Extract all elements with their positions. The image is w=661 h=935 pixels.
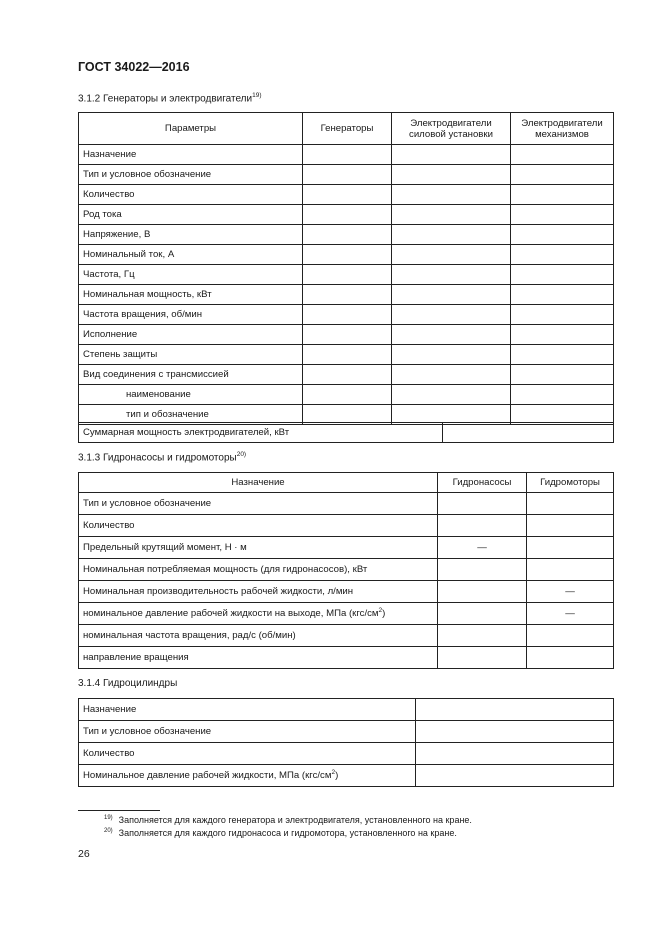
cell-empty [303, 165, 392, 185]
cell-empty [303, 245, 392, 265]
row-label: Количество [79, 743, 416, 765]
row-label: Частота вращения, об/мин [79, 305, 303, 325]
row-label: Тип и условное обозначение [79, 493, 438, 515]
row-label-indented: наименование [79, 385, 303, 405]
cell-empty [303, 185, 392, 205]
document-code: ГОСТ 34022—2016 [78, 60, 190, 74]
table-row [79, 515, 614, 537]
cell-empty [303, 265, 392, 285]
table-row [79, 603, 614, 625]
table-row [79, 537, 614, 559]
row-label: Номинальная производительность рабочей жидкости, л/мин [79, 581, 438, 603]
table-row [79, 385, 614, 405]
row-label: номинальная частота вращения, рад/с (об/мин) [79, 625, 438, 647]
motor-cell [527, 493, 614, 515]
row-label: номинальное давление рабочей жидкости на выходе, МПа $(кгс/см^2)$ [79, 603, 438, 625]
cell-empty [392, 365, 511, 385]
pumps-motors-table [78, 472, 614, 669]
cell-empty [511, 305, 614, 325]
row-label: Номинальное давление рабочей жидкости, МПа $(кгс/см^2)$ [79, 765, 416, 787]
cell-empty [511, 265, 614, 285]
page-number: 26 [78, 848, 90, 860]
table-row [79, 325, 614, 345]
cell-empty [443, 423, 614, 443]
pump-cell [438, 603, 527, 625]
cell-empty [511, 325, 614, 345]
cell-empty [392, 165, 511, 185]
row-label: Степень защиты [79, 345, 303, 365]
table-row [79, 205, 614, 225]
row-label: Назначение [79, 145, 303, 165]
table-row [79, 743, 614, 765]
cell-empty [392, 185, 511, 205]
row-label: Предельный крутящий момент, Н · м [79, 537, 438, 559]
row-label: Номинальная мощность, кВт [79, 285, 303, 305]
table-row [79, 165, 614, 185]
cell-empty [416, 765, 614, 787]
table-row [79, 493, 614, 515]
cell-empty [303, 205, 392, 225]
pump-cell [438, 647, 527, 669]
section-3-1-2-title: 3.1.2 Генераторы и электродвигатели$^{19)}$ [78, 92, 262, 105]
cell-empty [303, 325, 392, 345]
row-label: Тип и условное обозначение [79, 721, 416, 743]
table-row [79, 345, 614, 365]
section-3-1-4-title: 3.1.4 Гидроцилиндры [78, 678, 178, 689]
cell-empty [303, 285, 392, 305]
cell-empty [392, 305, 511, 325]
cell-empty [392, 205, 511, 225]
pump-cell [438, 581, 527, 603]
table-row [79, 265, 614, 285]
table-row [79, 145, 614, 165]
row-label: Исполнение [79, 325, 303, 345]
cell-empty [392, 145, 511, 165]
cell-empty [303, 145, 392, 165]
cell-empty [392, 285, 511, 305]
cell-empty [511, 145, 614, 165]
table-row [79, 699, 614, 721]
table-row [79, 305, 614, 325]
table-row [79, 765, 614, 787]
col-header-pumps: Гидронасосы [438, 473, 527, 493]
table-row [79, 559, 614, 581]
cell-empty [511, 285, 614, 305]
cell-empty [416, 743, 614, 765]
cell-empty [416, 699, 614, 721]
footnote-19: $^{19)}$ Заполняется для каждого генератора и электродвигателя, установленного на кране. [104, 815, 472, 825]
pump-cell [438, 559, 527, 581]
cell-empty [392, 245, 511, 265]
motor-cell [527, 515, 614, 537]
cell-empty [392, 265, 511, 285]
row-label: Количество [79, 515, 438, 537]
cell-empty [303, 345, 392, 365]
cell-empty [303, 305, 392, 325]
cell-empty [392, 225, 511, 245]
row-label: направление вращения [79, 647, 438, 669]
cell-empty [511, 385, 614, 405]
cell-empty [511, 245, 614, 265]
col-header-mechanism-motors: Электродвигатели механизмов [511, 113, 614, 145]
motor-cell [527, 559, 614, 581]
col-header-purpose: Назначение [79, 473, 438, 493]
table-row [79, 581, 614, 603]
cell-empty [416, 721, 614, 743]
table-row [79, 721, 614, 743]
table-row [79, 285, 614, 305]
cell-empty [392, 385, 511, 405]
table-row [79, 245, 614, 265]
cell-empty [392, 345, 511, 365]
motor-cell [527, 625, 614, 647]
cylinders-table [78, 698, 614, 787]
cell-empty [511, 225, 614, 245]
col-header-motors: Гидромоторы [527, 473, 614, 493]
table-row [79, 625, 614, 647]
row-label: Номинальный ток, А [79, 245, 303, 265]
section-3-1-3-title: 3.1.3 Гидронасосы и гидромоторы$^{20)}$ [78, 451, 247, 464]
table-row [79, 225, 614, 245]
col-header-parameters: Параметры [79, 113, 303, 145]
footnote-separator [78, 810, 160, 811]
pump-cell [438, 625, 527, 647]
cell-empty [511, 185, 614, 205]
motor-cell [527, 537, 614, 559]
row-label: Напряжение, В [79, 225, 303, 245]
pump-cell [438, 493, 527, 515]
row-label: Вид соединения с трансмиссией [79, 365, 303, 385]
pump-cell: — [438, 537, 527, 559]
motor-cell [527, 647, 614, 669]
table-header-row [79, 473, 614, 493]
table-row [79, 365, 614, 385]
footnote-20: $^{20)}$ Заполняется для каждого гидронасоса и гидромотора, установленного на кране. [104, 828, 457, 838]
col-header-power-motors: Электродвигатели силовой установки [392, 113, 511, 145]
row-label: Номинальная потребляемая мощность (для гидронасосов), кВт [79, 559, 438, 581]
row-label: Тип и условное обозначение [79, 165, 303, 185]
total-power-label: Суммарная мощность электродвигателей, кВт [79, 423, 443, 443]
cell-empty [303, 225, 392, 245]
cell-empty [511, 205, 614, 225]
col-header-generators: Генераторы [303, 113, 392, 145]
motor-cell: — [527, 581, 614, 603]
table-header-row [79, 113, 614, 145]
row-label: Род тока [79, 205, 303, 225]
pump-cell [438, 515, 527, 537]
cell-empty [392, 325, 511, 345]
motor-cell: — [527, 603, 614, 625]
row-label: Частота, Гц [79, 265, 303, 285]
table-row [79, 185, 614, 205]
row-label: Количество [79, 185, 303, 205]
row-label: Назначение [79, 699, 416, 721]
table-row [79, 647, 614, 669]
row-label-indented: тип и обозначение [79, 405, 303, 425]
cell-empty [511, 345, 614, 365]
cell-empty [303, 385, 392, 405]
cell-empty [303, 365, 392, 385]
total-power-table [78, 422, 614, 443]
generators-motors-table [78, 112, 614, 425]
cell-empty [511, 365, 614, 385]
table-row [79, 423, 614, 443]
cell-empty [511, 165, 614, 185]
